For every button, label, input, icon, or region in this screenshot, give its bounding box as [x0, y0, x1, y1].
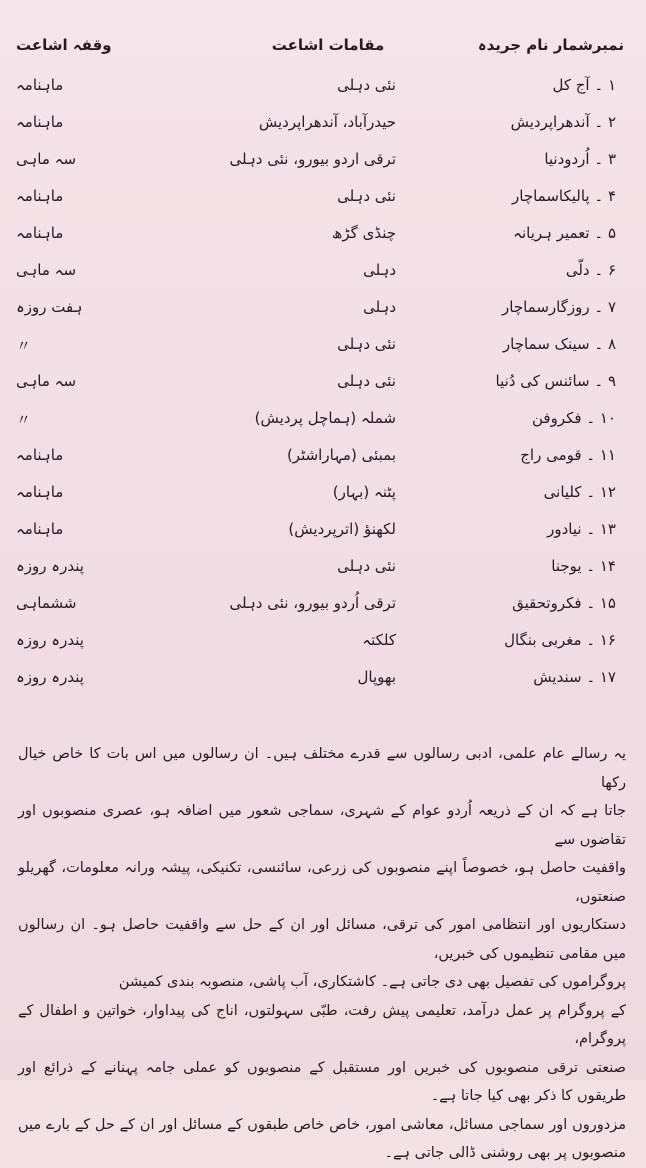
- journal-name: ۱۴ ۔ یوجنا: [551, 557, 616, 575]
- table-row: [0, 292, 646, 329]
- paragraph-line: دستکاریوں اور انتظامی امور کی ترقی، مسائل اور ان کے حل سے واقفیت حاصل ہو۔ ان رسالوں میں مقامی تنظیموں کی خبریں،: [18, 917, 626, 962]
- publication-place: بھوپال: [357, 668, 396, 686]
- publication-place: دہلی: [363, 261, 396, 279]
- journal-name: ۱۵ ۔ فکروتحقیق: [512, 594, 616, 612]
- table-row: [0, 181, 646, 218]
- paragraph-line: صنعتی ترقی منصوبوں کی خبریں اور مستقبل کے منصوبوں کو عملی جامہ پہنانے کے ذرائع اور طریقوں کا ذکر بھی کیا جاتا ہے۔: [18, 1059, 626, 1104]
- publication-frequency: ماہنامہ: [16, 113, 64, 131]
- journal-name: ۱۱ ۔ قومی راج: [520, 446, 616, 464]
- table-row: [0, 107, 646, 144]
- publication-place: دہلی: [363, 298, 396, 316]
- publication-frequency: ماہنامہ: [16, 483, 64, 501]
- header-serial-name: نمبرشمار نام جریدہ: [477, 36, 624, 54]
- publication-frequency: 〃: [16, 337, 32, 355]
- publication-frequency: سہ ماہی: [16, 150, 77, 168]
- table-row: [0, 255, 646, 292]
- header-place: مقامات اشاعت: [271, 36, 385, 54]
- publication-frequency: 〃: [16, 411, 32, 429]
- table-row: [0, 403, 646, 440]
- journal-name: ۹ ۔ سائنس کی دُنیا: [495, 372, 616, 390]
- journal-name: ۸ ۔ سینک سماچار: [502, 335, 616, 353]
- paragraph-line: جاتا ہے کہ ان کے ذریعہ اُردو عوام کے شہری، سماجی شعور میں اضافہ ہو، عصری منصوبوں اور تقاضوں سے: [18, 803, 626, 848]
- publication-place: نئی دہلی: [337, 372, 396, 390]
- publication-place: ترقی اردو بیورو، نئی دہلی: [229, 150, 396, 168]
- publication-frequency: ہفت روزہ: [16, 298, 83, 316]
- publication-place: بمبئی (مہاراشٹر): [286, 446, 396, 464]
- journal-name: ۷ ۔ روزگارسماچار: [502, 298, 616, 316]
- publication-frequency: پندرہ روزہ: [16, 668, 84, 686]
- journal-name: ۱۳ ۔ نیادور: [547, 520, 616, 538]
- journal-name: ۵ ۔ تعمیر ہریانہ: [513, 224, 616, 242]
- paragraph-line: مزدوروں اور سماجی مسائل، معاشی امور، خاص خاص طبقوں کے مسائل اور ان کے حل کے بارے میں منصوبوں پر بھی روشنی ڈالی جاتی ہے۔: [18, 1116, 626, 1161]
- table-row: [0, 588, 646, 625]
- paragraph-line: واقفیت حاصل ہو، خصوصاً اپنے منصوبوں کی زرعی، سائنسی، تکنیکی، پیشہ ورانہ معلومات، گھریلو صنعتوں،: [18, 860, 626, 905]
- publication-frequency: ماہنامہ: [16, 76, 64, 94]
- publication-frequency: ماہنامہ: [16, 224, 64, 242]
- publication-place: پٹنہ (بہار): [332, 483, 396, 501]
- table-row: [0, 366, 646, 403]
- publication-place: نئی دہلی: [337, 76, 396, 94]
- publication-frequency: سہ ماہی: [16, 372, 77, 390]
- journal-name: ۳ ۔ اُردودنیا: [544, 150, 616, 168]
- publication-place: نئی دہلی: [337, 335, 396, 353]
- paragraph-line: کے پروگرام پر عمل درآمد، تعلیمی پیش رفت، طبّی سہولتوں، اناج کی پیداوار، خواتین و اطفال کے پروگرام،: [18, 1002, 626, 1047]
- publication-place: کلکتہ: [362, 631, 396, 649]
- table-row: [0, 440, 646, 477]
- journal-name: ۱۰ ۔ فکروفن: [531, 409, 616, 427]
- publication-frequency: ماہنامہ: [16, 446, 64, 464]
- table-row: [0, 625, 646, 662]
- table-row: [0, 329, 646, 366]
- table-row: [0, 218, 646, 255]
- publication-place: شملہ (ہماچل پردیش): [254, 409, 396, 427]
- table-row: [0, 514, 646, 551]
- journal-name: ۶ ۔ دلّی: [565, 261, 616, 279]
- description-paragraph: [18, 740, 626, 1168]
- journal-name: ۱۷ ۔ سندیش: [533, 668, 616, 686]
- publication-frequency: ماہنامہ: [16, 187, 64, 205]
- table-row: [0, 70, 646, 107]
- journal-name: ۲ ۔ آندھراپردیش: [510, 113, 616, 131]
- publication-place: نئی دہلی: [337, 557, 396, 575]
- table-row: [0, 477, 646, 514]
- publication-frequency: پندرہ روزہ: [16, 557, 84, 575]
- journal-table: [0, 70, 646, 699]
- publication-place: چنڈی گڑھ: [331, 224, 396, 242]
- publication-place: لکھنؤ (اترپردیش): [288, 520, 396, 538]
- publication-place: حیدرآباد، آندھراپردیش: [258, 113, 396, 131]
- publication-frequency: پندرہ روزہ: [16, 631, 84, 649]
- table-row: [0, 144, 646, 181]
- journal-name: ۱۶ ۔ مغربی بنگال: [504, 631, 616, 649]
- journal-name: ۱۲ ۔ کلیانی: [543, 483, 616, 501]
- publication-place: ترقی اُردو بیورو، نئی دہلی: [229, 594, 396, 612]
- header-frequency: وقفہ اشاعت: [16, 36, 112, 54]
- publication-frequency: ماہنامہ: [16, 520, 64, 538]
- paragraph-line: یہ رسالے عام علمی، ادبی رسالوں سے قدرے مختلف ہیں۔ ان رسالوں میں اس بات کا خاص خیال رکھا: [18, 746, 626, 791]
- table-row: [0, 662, 646, 699]
- journal-name: ۱ ۔ آج کل: [552, 76, 616, 94]
- table-row: [0, 551, 646, 588]
- publication-place: نئی دہلی: [337, 187, 396, 205]
- journal-name: ۴ ۔ پالیکاسماچار: [512, 187, 616, 205]
- publication-frequency: ششماہی: [16, 594, 77, 612]
- publication-frequency: سہ ماہی: [16, 261, 77, 279]
- paragraph-line: پروگراموں کی تفصیل بھی دی جاتی ہے۔ کاشتکاری، آب پاشی، منصوبہ بندی کمیشن: [118, 974, 626, 990]
